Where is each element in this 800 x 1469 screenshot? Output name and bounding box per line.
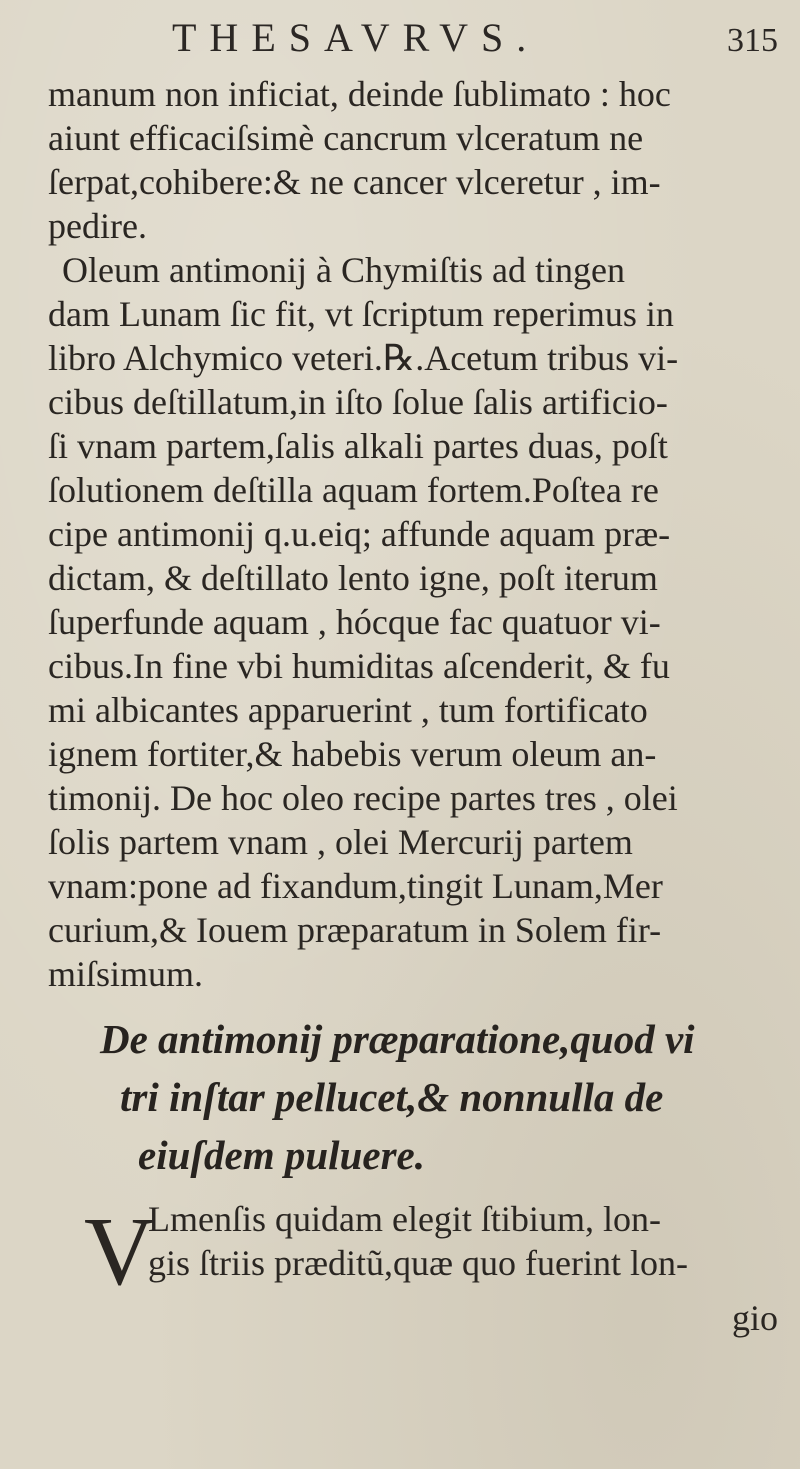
text-line: gis ſtriis præditũ,quæ quo fuerint lon- (148, 1243, 688, 1283)
opening-paragraph (48, 1197, 788, 1306)
text-line: miſsimum. (48, 954, 204, 994)
body-text (48, 72, 788, 996)
text-line: aiunt efficaciſsimè cancrum vlceratum ne (48, 118, 644, 158)
text-line: dictam, & deſtillato lento igne, poſt iterum (48, 558, 658, 598)
drop-cap-initial: V (84, 1198, 155, 1306)
text-line: Lmenſis quidam elegit ſtibium, lon- (148, 1199, 661, 1239)
text-line: ignem fortiter,& habebis verum oleum an- (48, 734, 657, 774)
text-line: cibus deſtillatum,in iſto ſolue ſalis artificio- (48, 382, 668, 422)
text-line: dam Lunam ſic fit, vt ſcriptum reperimus in (48, 294, 674, 334)
text-line: cipe antimonij q.u.eiq; affunde aquam præ- (48, 514, 671, 554)
text-line: ſuperfunde aquam , hócque fac quatuor vi- (48, 602, 661, 642)
text-line: timonij. De hoc oleo recipe partes tres , olei (48, 778, 678, 818)
text-line: cibus.In fine vbi humiditas aſcenderit, & fu (48, 646, 670, 686)
text-line: ſolutionem deſtilla aquam fortem.Poſtea re (48, 470, 659, 510)
page-number: 315 (727, 22, 778, 59)
text-line: vnam:pone ad fixandum,tingit Lunam,Mer (48, 866, 663, 906)
text-line: ſolis partem vnam , olei Mercurij partem (48, 822, 633, 862)
heading-line: eiuſdem puluere. (138, 1132, 425, 1178)
text-line: mi albicantes apparuerint , tum fortificato (48, 690, 648, 730)
catchword: gio (731, 1298, 778, 1338)
text-line: libro Alchymico veteri.℞.Acetum tribus vi- (48, 338, 679, 378)
text-line: ſerpat,cohibere:& ne cancer vlceretur , im- (48, 162, 661, 202)
text-line: manum non inficiat, deinde ſublimato : hoc (48, 74, 671, 114)
text-line: Oleum antimonij à Chymiſtis ad tingen (62, 250, 625, 290)
text-line: pedire. (48, 206, 147, 246)
running-head (0, 8, 800, 68)
heading-line: tri inſtar pellucet,& nonnulla de (120, 1074, 664, 1120)
text-line: curium,& Iouem præparatum in Solem fir- (48, 910, 662, 950)
running-head-title: THESAVRVS. (172, 15, 540, 60)
heading-line: De antimonij præparatione,quod vi (100, 1016, 695, 1062)
text-line: ſi vnam partem,ſalis alkali partes duas, poſt (48, 426, 668, 466)
section-heading (100, 1010, 790, 1184)
